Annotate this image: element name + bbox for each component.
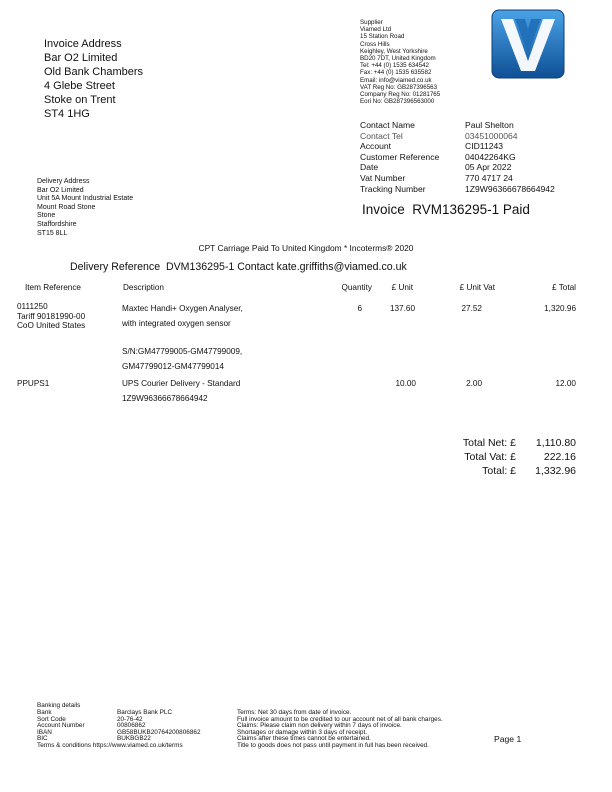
header-description: Description: [123, 283, 164, 292]
supplier-line: Supplier: [360, 19, 383, 26]
payment-terms: [237, 710, 443, 750]
item-tariff: Tariff 90181990-00: [17, 311, 86, 321]
delivery-address-line: Staffordshire: [37, 220, 77, 228]
vat-number-value: 770 4717 24: [465, 172, 513, 183]
terms-line: Claims after these times cannot be entertained.: [237, 735, 371, 743]
carriage-terms: CPT Carriage Paid To United Kingdom * Incoterms® 2020: [198, 243, 414, 253]
delivery-address: [37, 178, 133, 238]
row-unit: 10.00: [395, 379, 416, 388]
totals: [420, 436, 576, 478]
description-line: [122, 331, 243, 345]
supplier-line: Cross Hills: [360, 40, 390, 48]
delivery-address-line: Delivery Address: [37, 178, 90, 185]
header-unit-vat: £ Unit Vat: [459, 283, 495, 292]
sort-code-value: 20-76-42: [117, 715, 143, 723]
total-vat-value: 222.16: [543, 451, 576, 463]
grand-total-label: Total: £: [482, 465, 516, 477]
invoice-address-line: Bar O2 Limited: [44, 52, 118, 64]
header-total: £ Total: [552, 283, 576, 292]
bic-value: BUKBGB22: [117, 735, 151, 743]
terms-line: Full invoice amount to be credited to our account net of all bank charges.: [237, 715, 443, 723]
supplier-line: Company Reg No: 01281765: [360, 91, 441, 99]
invoice-address-line: Invoice Address: [44, 38, 122, 50]
terms-link-label: Terms & conditions: [37, 742, 91, 750]
grand-total-value: 1,332.96: [535, 465, 576, 477]
bank-label: Bank: [37, 709, 52, 717]
terms-line: Claims: Please claim non delivery within 7 days of invoice.: [237, 722, 402, 730]
delivery-reference: Delivery Reference DVM136295-1 Contact kate.griffiths@viamed.co.uk: [70, 261, 407, 273]
table-row: [0, 302, 612, 382]
row-quantity: 6: [357, 304, 362, 313]
date-value: 05 Apr 2022: [465, 162, 512, 173]
description-line: UPS Courier Delivery - Standard: [122, 379, 241, 388]
total-net-label: Total Net: £: [462, 437, 516, 449]
vat-number-label: Vat Number: [360, 172, 406, 183]
description-line: with integrated oxygen sensor: [122, 318, 231, 328]
invoice-address-line: Stoke on Trent: [44, 94, 116, 106]
grand-total-row: [420, 464, 576, 478]
row-unit-vat: 2.00: [466, 379, 482, 388]
invoice-title: Invoice RVM136295-1 Paid: [362, 202, 530, 217]
supplier-line: Eori No: GB287396563000: [360, 98, 435, 106]
account-label: Account: [360, 141, 392, 152]
account-value: CID11243: [465, 141, 504, 152]
contact-name-label: Contact Name: [360, 120, 415, 130]
delivery-address-line: Mount Road Stone: [37, 203, 96, 211]
row-description: [122, 377, 240, 406]
item-origin: CoO United States: [17, 321, 86, 330]
item-code: 0111250: [17, 302, 48, 311]
supplier-address: [360, 19, 440, 105]
account-number-value: 00806862: [117, 722, 146, 730]
row-unit-vat: 27.52: [461, 304, 482, 313]
banking-title: Banking details: [37, 702, 81, 709]
customer-reference-value: 04042264KG: [465, 151, 516, 162]
supplier-line: Fax: +44 (0) 1535 635582: [360, 69, 432, 77]
iban-value: GB58BUKB20764200806862: [117, 728, 201, 736]
tracking-number-value: 1Z9W96366678664942: [465, 183, 555, 194]
viamed-logo-icon: [491, 9, 565, 79]
supplier-line: 15 Station Road: [360, 33, 405, 41]
supplier-line: VAT Reg No: GB287396563: [360, 83, 438, 91]
terms-line: Shortages or damage within 3 days of receipt.: [237, 728, 368, 736]
supplier-line: Viamed Ltd: [360, 26, 392, 34]
iban-label: IBAN: [37, 728, 52, 736]
contact-tel-label: Contact Tel: [360, 130, 403, 141]
contact-labels: [360, 120, 439, 194]
row-item-reference: PPUPS1: [17, 379, 50, 388]
row-total: 1,320.96: [544, 304, 576, 313]
account-number-label: Account Number: [37, 722, 85, 730]
terms-line: Terms: Net 30 days from date of invoice.: [237, 709, 352, 716]
header-item-reference: Item Reference: [25, 283, 81, 292]
row-total: 12.00: [555, 379, 576, 388]
contact-name-value: Paul Shelton: [465, 120, 514, 130]
sort-code-label: Sort Code: [37, 715, 66, 723]
total-net-row: [420, 436, 576, 450]
supplier-line: Tel: +44 (0) 1535 634542: [360, 62, 429, 70]
invoice-address-line: Old Bank Chambers: [44, 66, 144, 78]
description-line: S/N:GM47799005-GM47799009,: [122, 347, 243, 356]
header-quantity: Quantity: [341, 283, 372, 292]
terms-link[interactable]: https://www.viamed.co.uk/terms: [92, 742, 183, 750]
invoice-address-line: ST4 1HG: [44, 108, 90, 120]
supplier-line: Email: info@viamed.co.uk: [360, 76, 432, 84]
page-number: Page 1: [494, 734, 522, 744]
supplier-line: BD20 7DT, United Kingdom: [360, 55, 436, 63]
invoice-address-line: 4 Glebe Street: [44, 80, 115, 92]
invoice-address: [44, 37, 143, 121]
total-vat-row: [420, 450, 576, 464]
bank-value: Barclays Bank PLC: [117, 709, 173, 717]
bic-label: BIC: [37, 735, 48, 743]
banking-details: [37, 702, 201, 750]
table-row: [0, 377, 612, 407]
delivery-address-line: Unit 5A Mount Industrial Estate: [37, 195, 134, 203]
delivery-address-line: Bar O2 Limited: [37, 186, 84, 194]
description-line: 1Z9W96366678664942: [122, 393, 208, 403]
delivery-address-line: ST15 8LL: [37, 229, 68, 237]
total-vat-label: Total Vat: £: [464, 451, 516, 463]
row-item-reference: [17, 302, 85, 331]
date-label: Date: [360, 162, 379, 173]
tracking-number-label: Tracking Number: [360, 183, 426, 194]
contact-tel-value: 03451000064: [465, 130, 518, 141]
description-line: GM47799012-GM47799014: [122, 361, 224, 371]
row-unit: 137.60: [389, 304, 415, 313]
supplier-line: Keighley, West Yorkshire: [360, 47, 428, 55]
header-unit: £ Unit: [391, 283, 413, 292]
description-line: Maxtec Handi+ Oxygen Analyser,: [122, 304, 243, 313]
customer-reference-label: Customer Reference: [360, 151, 440, 162]
contact-values: [465, 120, 555, 194]
delivery-address-line: Stone: [37, 212, 56, 220]
terms-line: Title to goods does not pass until payment in full has been received.: [237, 741, 429, 749]
total-net-value: 1,110.80: [535, 437, 576, 449]
row-description: [122, 302, 243, 374]
